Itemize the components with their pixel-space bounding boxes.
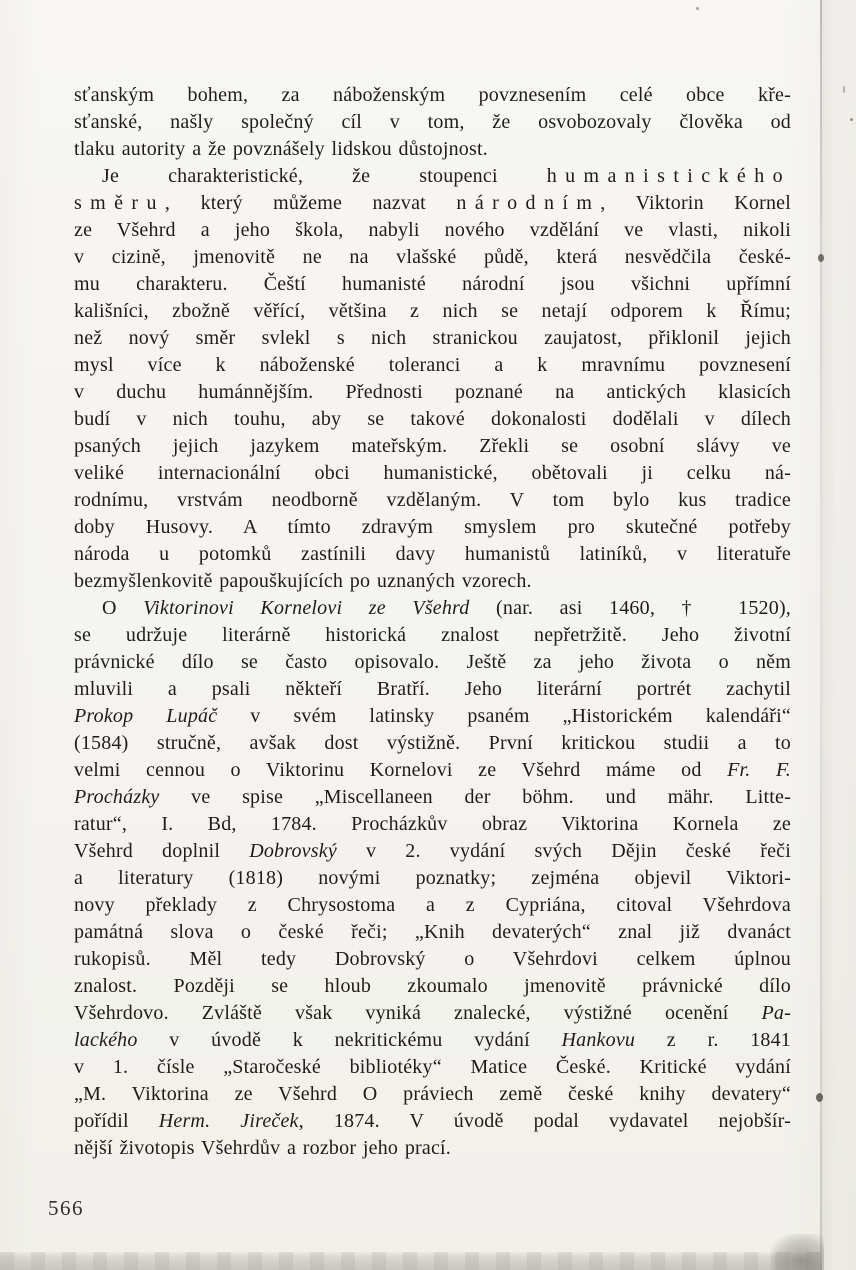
text-segment: sťanským bohem, za náboženským povznesením celé obce kře-	[74, 84, 791, 106]
text-line	[74, 595, 791, 622]
text-line	[74, 757, 791, 784]
text-line	[74, 325, 791, 352]
text-line	[74, 784, 791, 811]
text-segment: doby Husovy. A tímto zdravým smyslem pro skutečné potřeby	[74, 516, 791, 538]
text-segment: rukopisů. Měl tedy Dobrovský o Všehrdovi celkem úplnou	[74, 948, 791, 970]
letterspaced-text: národním	[456, 192, 601, 214]
ink-speck	[818, 254, 824, 262]
text-segment: ratur“, I. Bd, 1784. Procházkův obraz Viktorina Kornela ze	[74, 813, 791, 835]
text-segment: psaných jejich jazykem mateřským. Zřekli se osobní slávy ve	[74, 435, 791, 457]
text-line	[74, 865, 791, 892]
text-line	[74, 541, 791, 568]
text-line	[74, 1081, 791, 1108]
italic-text: Pa-	[761, 1002, 791, 1024]
text-segment: z r. 1841	[635, 1029, 792, 1051]
text-segment: památná slova o české řeči; „Knih devaterých“ znal již dvanáct	[74, 921, 791, 943]
text-line	[74, 163, 791, 190]
scan-bottom-smudge	[770, 1234, 824, 1270]
italic-text: Fr. F.	[727, 759, 791, 781]
text-line	[74, 514, 791, 541]
text-segment: v 1. čísle „Staročeské bibliotéky“ Matice České. Kritické vydání	[74, 1056, 791, 1078]
text-line	[74, 460, 791, 487]
text-line	[74, 811, 791, 838]
text-line	[74, 271, 791, 298]
text-segment: nější životopis Všehrdův a rozbor jeho prací.	[74, 1137, 451, 1159]
italic-text: Herm. Jireček	[158, 1110, 299, 1132]
text-line	[74, 1000, 791, 1027]
text-segment: (nar. asi 1460, † 1520),	[469, 597, 791, 619]
scan-bottom-edge-band	[0, 1252, 822, 1270]
scan-right-edge-shade	[822, 0, 856, 1270]
text-line	[74, 946, 791, 973]
text-segment: „M. Viktorina ze Všehrd O práviech země české knihy devatery“	[74, 1083, 791, 1105]
text-segment: rodnímu, vrstvám neodborně vzdělaným. V tom bylo kus tradice	[74, 489, 791, 511]
text-line	[74, 487, 791, 514]
text-line	[74, 1135, 791, 1162]
text-segment: bezmyšlenkovitě papouškujících po uznaných vzorech.	[74, 570, 532, 592]
text-line	[74, 676, 791, 703]
text-line	[74, 109, 791, 136]
page-number: 566	[48, 1196, 84, 1220]
text-segment: než nový směr svlekl s nich stranickou zaujatost, přiklonil jejich	[74, 327, 791, 349]
text-segment: tlaku autority a že povznášely lidskou důstojnost.	[74, 138, 488, 160]
text-line	[74, 379, 791, 406]
text-line	[74, 136, 791, 163]
ink-speck	[696, 7, 699, 10]
letterspaced-text: humanistického	[546, 165, 791, 187]
text-line	[74, 568, 791, 595]
letterspaced-text: směru	[74, 192, 165, 214]
text-segment: mu charakteru. Čeští humanisté národní jsou všichni upřímní	[74, 273, 791, 295]
text-line	[74, 298, 791, 325]
text-segment: v úvodě k nekritickému vydání	[137, 1029, 562, 1051]
italic-text: lackého	[74, 1029, 138, 1051]
text-segment: mysl více k náboženské toleranci a k mravnímu povznesení	[74, 354, 791, 376]
text-line	[74, 433, 791, 460]
text-segment: ze Všehrd a jeho škola, nabyli nového vzdělání ve vlasti, nikoli	[74, 219, 791, 241]
italic-text: Dobrovský	[249, 840, 337, 862]
text-line	[74, 217, 791, 244]
text-segment: a literatury (1818) novými poznatky; zejména objevil Viktori-	[74, 867, 791, 889]
text-segment: Všehrd doplnil	[74, 840, 250, 862]
text-line	[74, 1027, 791, 1054]
page-text	[74, 82, 791, 1162]
text-segment: , Viktorin Kornel	[600, 192, 791, 214]
text-segment: v svém latinsky psaném „Historickém kalendáři“	[217, 705, 791, 727]
text-segment: (1584) stručně, avšak dost výstižně. První kritickou studii a to	[74, 732, 791, 754]
text-segment: ve spise „Miscellaneen der böhm. und mähr. Litte-	[159, 786, 791, 808]
italic-text: Procházky	[74, 786, 160, 808]
italic-text: Viktorinovi Kornelovi ze Všehrd	[143, 597, 470, 619]
text-segment: v duchu humánnějším. Přednosti poznané na antických klasicích	[74, 381, 791, 403]
text-segment: se udržuje literárně historická znalost nepřetržitě. Jeho životní	[74, 624, 791, 646]
text-segment: , který můžeme nazvat	[164, 192, 457, 214]
text-line	[74, 730, 791, 757]
text-segment: v 2. vydání svých Dějin české řeči	[336, 840, 791, 862]
text-line	[74, 1054, 791, 1081]
ink-speck	[843, 86, 845, 93]
text-line	[74, 406, 791, 433]
text-line	[74, 244, 791, 271]
text-line	[74, 973, 791, 1000]
text-segment: , 1874. V úvodě podal vydavatel nejobšír-	[298, 1110, 791, 1132]
text-segment: pořídil	[74, 1110, 159, 1132]
text-segment: Je charakteristické, že stoupenci	[102, 165, 547, 187]
text-segment: právnické dílo se často opisovalo. Ještě za jeho života o něm	[74, 651, 791, 673]
text-line	[74, 649, 791, 676]
text-segment: sťanské, našly společný cíl v tom, že osvobozovaly člověka od	[74, 111, 791, 133]
italic-text: Prokop Lupáč	[74, 705, 218, 727]
text-line	[74, 838, 791, 865]
text-segment: budí v nich touhu, aby se takové dokonalosti dodělali v dílech	[74, 408, 791, 430]
text-segment: O	[102, 597, 144, 619]
scan-crease-line	[820, 0, 822, 1270]
text-segment: znalost. Později se hloub zkoumalo jmenovitě právnické dílo	[74, 975, 791, 997]
text-segment: mluvili a psali někteří Bratří. Jeho literární portrét zachytil	[74, 678, 791, 700]
text-line	[74, 703, 791, 730]
text-segment: kališníci, zbožně věřící, většina z nich se netají odporem k Římu;	[74, 300, 791, 322]
text-segment: veliké internacionální obci humanistické, obětovali ji celku ná-	[74, 462, 791, 484]
text-segment: velmi cennou o Viktorinu Kornelovi ze Všehrd máme od	[74, 759, 728, 781]
italic-text: Hankovu	[561, 1029, 636, 1051]
text-segment: národa u potomků zastínili davy humanistů latiníků, v literatuře	[74, 543, 791, 565]
text-line	[74, 1108, 791, 1135]
text-line	[74, 892, 791, 919]
text-line	[74, 190, 791, 217]
ink-speck	[850, 118, 853, 121]
text-line	[74, 622, 791, 649]
text-line	[74, 352, 791, 379]
text-segment: Všehrdovo. Zvláště však vyniká znalecké, výstižné ocenění	[74, 1002, 762, 1024]
text-line	[74, 919, 791, 946]
ink-speck	[816, 1093, 823, 1102]
text-line	[74, 82, 791, 109]
text-segment: novy překlady z Chrysostoma a z Cypriána, citoval Všehrdova	[74, 894, 791, 916]
text-segment: v cizině, jmenovitě ne na vlašské půdě, která nesvědčila české-	[74, 246, 791, 268]
